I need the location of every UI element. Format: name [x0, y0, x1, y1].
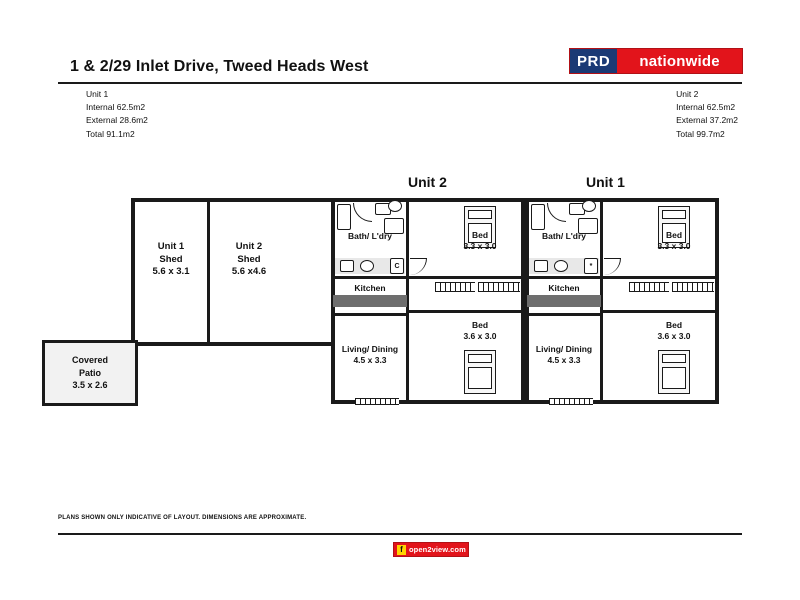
unit1-bed1-door-icon [604, 258, 621, 275]
unit2-kitchen-island [333, 295, 407, 307]
unit2-fridge-label: C [394, 262, 400, 270]
unit1-shed-dimension: 5.6 x 3.1 [152, 266, 190, 278]
logo-prd-text: PRD [570, 49, 617, 73]
unit2-stats-external: External 37.2m2 [676, 115, 738, 126]
room-unit2-living-dining [333, 340, 407, 370]
unit2-stats-internal: Internal 62.5m2 [676, 102, 736, 113]
wall-unit1-kitchen-bottom [525, 313, 603, 316]
unit1-cooktop-fixture [554, 260, 568, 272]
room-unit2-bed2 [455, 318, 505, 344]
unit1-bath-door-icon [547, 203, 566, 222]
unit2-bed1-pillow [468, 210, 492, 219]
unit2-living-dimension: 4.5 x 3.3 [353, 355, 387, 365]
room-unit2-bath [333, 229, 407, 245]
unit2-bed1-label: Bed [471, 229, 489, 240]
unit1-kitchen-label: Kitchen [548, 282, 580, 293]
unit1-kitchen-island [527, 295, 601, 307]
wall-unit2-bed-divider [409, 276, 525, 279]
wall-unit1-top [525, 198, 719, 202]
unit2-wardrobe-2 [478, 282, 520, 292]
unit2-fridge-fixture [390, 258, 404, 274]
unit1-bed1-pillow [662, 210, 686, 219]
wall-unit2-top [331, 198, 525, 202]
unit2-bed1-dimension: 3.3 x 3.0 [463, 241, 497, 251]
unit1-stats-unit: Unit 1 [86, 89, 109, 99]
patio-label-line2: Patio [78, 367, 101, 378]
room-unit2-bed1 [455, 228, 505, 254]
unit2-bed2-quilt [468, 367, 492, 389]
unit1-shower-fixture [531, 204, 545, 230]
unit1-bed2-furniture [658, 350, 690, 394]
unit2-bath-door-icon [353, 203, 372, 222]
wall-patio-connector [138, 342, 208, 345]
patio-label-line1: Covered [71, 355, 108, 366]
wall-shed-top [131, 198, 333, 202]
unit2-bed1-door-icon [410, 258, 427, 275]
unit1-living-sliding-door [549, 398, 593, 405]
unit2-bed2-dimension: 3.6 x 3.0 [463, 331, 497, 341]
unit2-shower-fixture [337, 204, 351, 230]
unit1-bed2-quilt [662, 367, 686, 389]
unit2-stats-total: Total 99.7m2 [676, 128, 725, 139]
unit1-toilet-fixture [582, 200, 596, 212]
caption-unit-1: Unit 1 [586, 174, 625, 190]
room-unit1-shed [135, 230, 207, 290]
open2view-watermark[interactable] [393, 542, 469, 557]
unit2-kitchen-label: Kitchen [354, 282, 386, 293]
unit1-bed2-pillow [662, 354, 686, 363]
unit2-toilet-fixture [388, 200, 402, 212]
unit1-fridge-fixture [584, 258, 598, 274]
unit1-stats-internal: Internal 62.5m2 [86, 102, 146, 113]
wall-unit2-kitchen-bottom [331, 313, 409, 316]
unit2-cooktop-fixture [360, 260, 374, 272]
unit2-living-sliding-door [355, 398, 399, 405]
wall-unit1-bed2-top [603, 310, 719, 313]
room-unit1-living-dining [527, 340, 601, 370]
room-unit2-shed [210, 230, 288, 290]
open2view-label: open2view.com [409, 545, 466, 554]
unit1-stats-external: External 28.6m2 [86, 115, 148, 126]
unit2-shed-label-line1: Unit 2 [235, 240, 263, 252]
unit1-living-dimension: 4.5 x 3.3 [547, 355, 581, 365]
unit1-bath-label: Bath/ L'dry [541, 231, 587, 242]
unit2-living-label: Living/ Dining [341, 343, 399, 354]
unit1-bed2-dimension: 3.6 x 3.0 [657, 331, 691, 341]
unit1-bed2-label: Bed [665, 319, 683, 330]
logo-nationwide-text: nationwide [617, 49, 742, 73]
wall-unit2-bath-bottom [331, 276, 409, 279]
unit2-bed2-pillow [468, 354, 492, 363]
wall-unit1-right [715, 198, 719, 404]
unit2-sink-fixture [340, 260, 354, 272]
caption-unit-2: Unit 2 [408, 174, 447, 190]
unit1-sink-fixture [534, 260, 548, 272]
unit1-stats-total: Total 91.1m2 [86, 128, 135, 139]
room-unit1-bed2 [649, 318, 699, 344]
room-unit1-bath [527, 229, 601, 245]
unit2-stats-unit: Unit 2 [676, 89, 699, 99]
unit2-bath-label: Bath/ L'dry [347, 231, 393, 242]
unit1-wardrobe-2 [672, 282, 714, 292]
unit1-bed1-label: Bed [665, 229, 683, 240]
unit2-shed-dimension: 5.6 x4.6 [231, 266, 267, 278]
disclaimer-text: PLANS SHOWN ONLY INDICATIVE OF LAYOUT. DIMENSIONS ARE APPROXIMATE. [58, 515, 307, 521]
unit2-bed2-furniture [464, 350, 496, 394]
unit2-shed-label-line2: Shed [237, 253, 261, 265]
unit1-bed1-dimension: 3.3 x 3.0 [657, 241, 691, 251]
unit1-shed-label-line2: Shed [159, 253, 183, 265]
unit1-fridge-label: * [589, 262, 593, 270]
room-covered-patio [42, 340, 138, 406]
unit1-shed-label-line1: Unit 1 [157, 240, 185, 252]
room-unit1-bed1 [649, 228, 699, 254]
open2view-icon: f [397, 545, 406, 555]
unit1-wardrobe-1 [629, 282, 669, 292]
patio-dimension: 3.5 x 2.6 [72, 380, 108, 391]
wall-unit2-bed2-top [409, 310, 525, 313]
unit1-living-label: Living/ Dining [535, 343, 593, 354]
page-title: 1 & 2/29 Inlet Drive, Tweed Heads West [70, 58, 369, 75]
unit2-bed2-label: Bed [471, 319, 489, 330]
wall-unit1-bed-divider [603, 276, 719, 279]
unit2-wardrobe-1 [435, 282, 475, 292]
footer-divider [58, 533, 742, 535]
wall-unit1-bath-bottom [525, 276, 603, 279]
